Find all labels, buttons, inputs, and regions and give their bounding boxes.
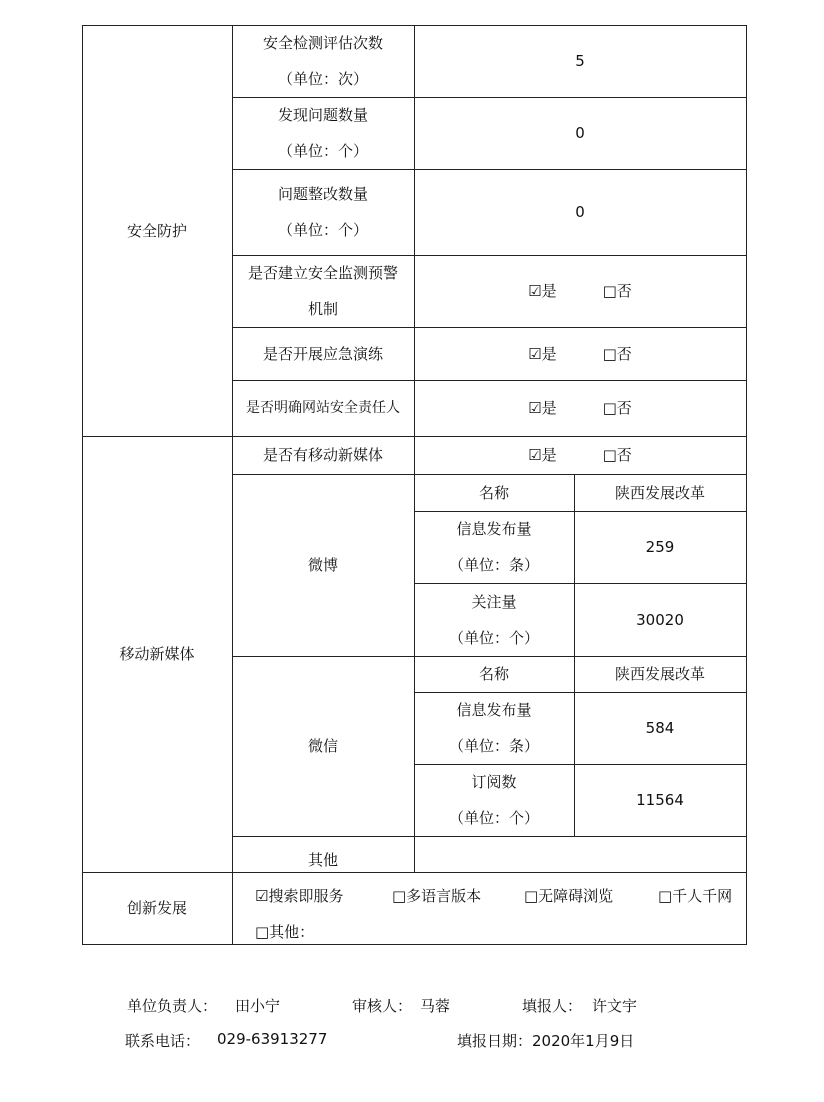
wechat-posts-label: [414, 692, 574, 764]
monitoring-label: [232, 255, 414, 327]
drill-options: [414, 327, 746, 380]
wechat-posts-label-line1: 信息发布量: [456, 701, 532, 719]
wechat-label: [232, 656, 414, 836]
drill-label: [232, 327, 414, 380]
weibo-posts-label: [414, 511, 574, 583]
wechat-subs-value: [574, 764, 746, 836]
has-media-options: [414, 436, 746, 474]
weibo-label: [232, 474, 414, 656]
weibo-name-value: [574, 474, 746, 511]
weibo-followers-label: [414, 583, 574, 656]
weibo-posts-label-line1: 信息发布量: [456, 520, 532, 538]
weibo-followers-value: [574, 583, 746, 656]
eval-count-label-line2: （单位：次）: [277, 70, 368, 88]
mobile-category-label: 移动新媒体: [119, 645, 195, 663]
has-media-label-text: 是否有移动新媒体: [262, 446, 383, 464]
security-category-label: 安全防护: [126, 221, 187, 240]
monitoring-options: [414, 255, 746, 327]
weibo-followers-label-line2: （单位：个）: [448, 628, 539, 647]
issues-found-number: 0: [575, 124, 585, 142]
innovation-category: [82, 872, 232, 944]
responsible-yes-checkbox[interactable]: ☑是: [528, 399, 557, 417]
phone-label: 联系电话：: [125, 1032, 201, 1050]
drill-yes-checkbox[interactable]: ☑是: [528, 344, 557, 363]
accessibility-checkbox[interactable]: □无障碍浏览: [524, 887, 614, 905]
issues-fixed-label-line2: （单位：个）: [277, 221, 368, 239]
reviewer-label: 审核人：: [352, 997, 413, 1015]
issues-found-value: [414, 97, 746, 169]
monitoring-label-line1: 是否建立安全监测预警: [247, 264, 398, 282]
wechat-name-label: [414, 656, 574, 692]
wechat-name-label-text: 名称: [478, 665, 509, 683]
filler-name: 许文宇: [592, 997, 638, 1015]
weibo-posts-number: 259: [645, 538, 675, 556]
search-service-checkbox[interactable]: ☑搜索即服务: [255, 887, 344, 905]
issues-found-label: [232, 97, 414, 169]
issues-found-label-line1: 发现问题数量: [277, 106, 368, 124]
eval-count-label: [232, 25, 414, 97]
wechat-label-text: 微信: [307, 737, 338, 755]
weibo-name-label-text: 名称: [478, 483, 509, 502]
report-date: 填报日期：2020年1月9日: [457, 1032, 635, 1050]
wechat-subs-label: [414, 764, 574, 836]
other-media-label: [232, 836, 414, 872]
issues-found-label-line2: （单位：个）: [277, 142, 368, 160]
phone-number: 029-63913277: [217, 1030, 328, 1048]
other-media-label-text: 其他: [307, 851, 338, 869]
wechat-subs-number: 11564: [636, 791, 684, 809]
reviewer-name: 马蓉: [420, 997, 451, 1015]
wechat-name-value-text: 陕西发展改革: [614, 665, 705, 683]
wechat-subs-label-line2: （单位：个）: [448, 809, 539, 827]
monitoring-yes-checkbox[interactable]: ☑是: [528, 282, 557, 300]
other-media-value: [414, 836, 746, 872]
weibo-followers-label-line1: 关注量: [471, 592, 517, 611]
security-category: [82, 25, 232, 436]
multilingual-checkbox[interactable]: □多语言版本: [392, 887, 482, 905]
innovation-other-checkbox[interactable]: □其他：: [255, 923, 315, 941]
unit-head-label: 单位负责人：: [127, 997, 218, 1015]
responsible-label: [232, 380, 414, 436]
monitoring-label-line2: 机制: [307, 300, 338, 318]
unit-head-name: 田小宁: [235, 997, 281, 1015]
has-media-yes-checkbox[interactable]: ☑是: [528, 446, 557, 464]
issues-fixed-label-line1: 问题整改数量: [277, 185, 368, 203]
weibo-label-text: 微博: [307, 556, 338, 574]
wechat-posts-number: 584: [645, 719, 675, 737]
eval-count-value: [414, 25, 746, 97]
issues-fixed-number: 0: [575, 203, 585, 221]
has-media-no-checkbox[interactable]: □否: [602, 446, 632, 464]
responsible-label-text: 是否明确网站安全责任人: [246, 400, 400, 416]
weibo-posts-value: [574, 511, 746, 583]
filler-label: 填报人：: [522, 997, 583, 1015]
wechat-subs-label-line1: 订阅数: [471, 773, 517, 791]
wechat-posts-label-line2: （单位：条）: [448, 737, 539, 755]
issues-fixed-value: [414, 169, 746, 255]
innovation-options: [232, 872, 746, 944]
drill-label-text: 是否开展应急演练: [262, 344, 383, 363]
has-media-label: [232, 436, 414, 474]
wechat-posts-value: [574, 692, 746, 764]
issues-fixed-label: [232, 169, 414, 255]
drill-no-checkbox[interactable]: □否: [602, 344, 632, 363]
weibo-name-label: [414, 474, 574, 511]
innovation-category-label: 创新发展: [126, 899, 187, 917]
responsible-no-checkbox[interactable]: □否: [602, 399, 632, 417]
eval-count-label-line1: 安全检测评估次数: [262, 34, 383, 52]
mobile-category: [82, 436, 232, 872]
weibo-name-value-text: 陕西发展改革: [614, 483, 705, 502]
wechat-name-value: [574, 656, 746, 692]
weibo-posts-label-line2: （单位：条）: [448, 556, 539, 574]
eval-count-number: 5: [575, 52, 585, 70]
weibo-followers-number: 30020: [636, 610, 684, 629]
personalized-web-checkbox[interactable]: □千人千网: [658, 887, 733, 905]
monitoring-no-checkbox[interactable]: □否: [602, 282, 632, 300]
responsible-options: [414, 380, 746, 436]
